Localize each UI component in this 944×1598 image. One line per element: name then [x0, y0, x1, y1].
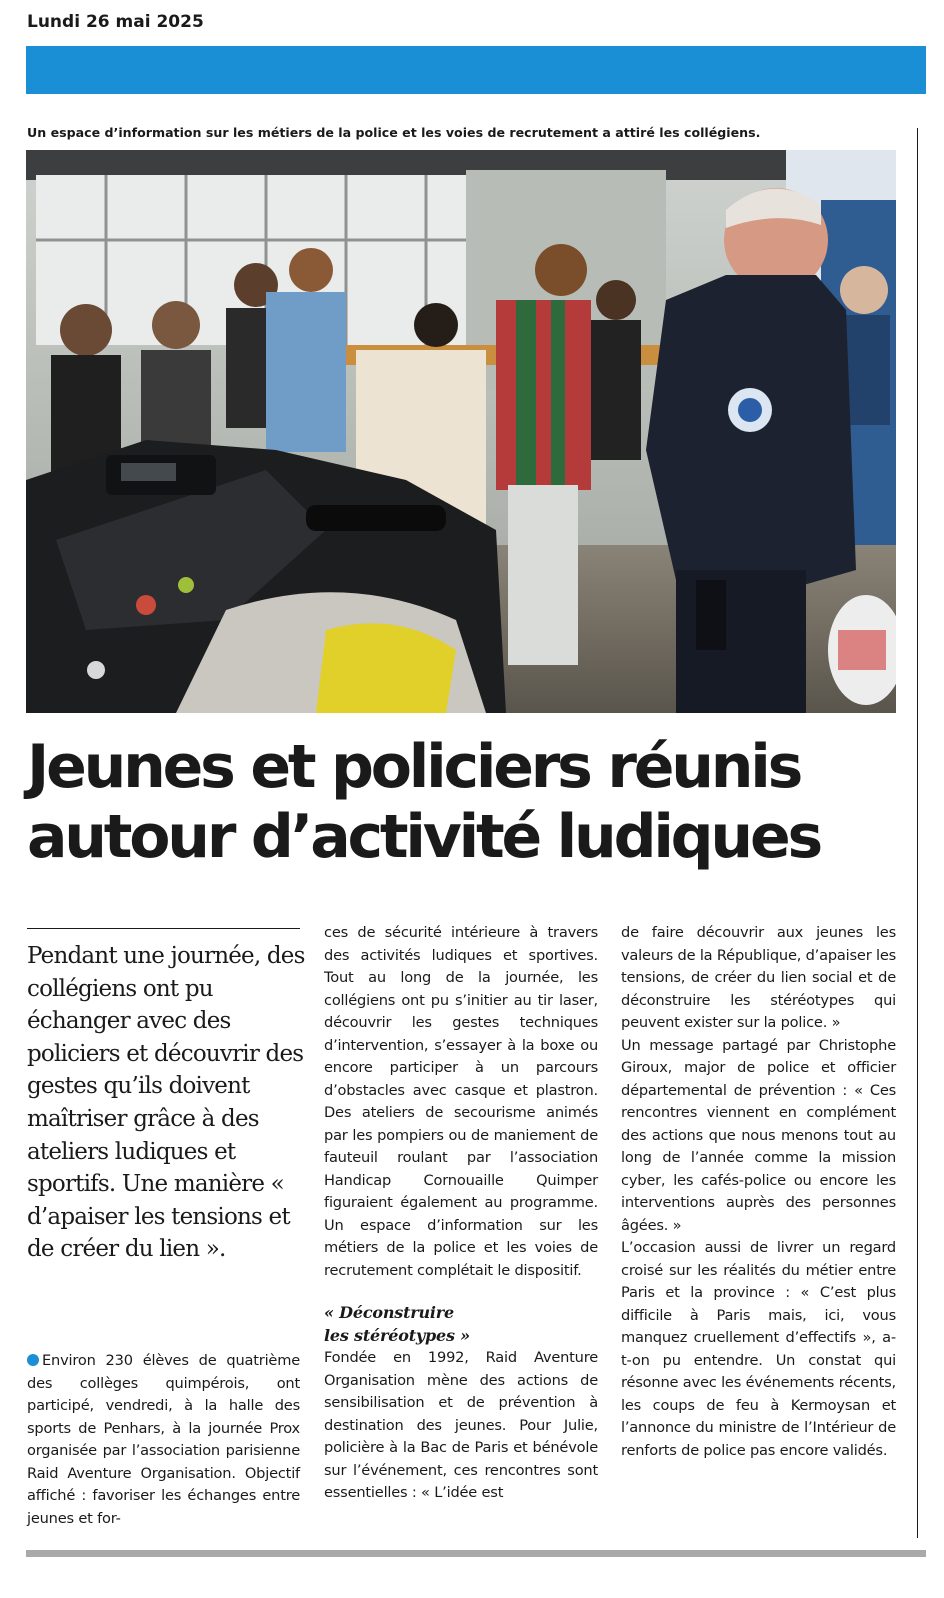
- column-2-text-b: Fondée en 1992, Raid Aventure Organisation mène des actions de sensibilisation et de prévention à destination des jeunes. Pour Julie, policière à la Bac de Paris et bénévole sur l’événement, ces rencontres sont essentielles : « L’idée est: [324, 1349, 598, 1501]
- header-band: [26, 46, 926, 94]
- photo-collegiens-policier-moto-icon: [26, 150, 896, 713]
- article-column-2: [324, 922, 598, 1505]
- column-divider: [917, 128, 918, 1538]
- headline-line-2: autour d’activité ludiques: [27, 802, 820, 872]
- article-photo: [26, 150, 896, 713]
- column-1-text: Environ 230 élèves de quatrième des collèges quimpérois, ont participé, vendredi, à la halle des sports de Penhars, à la journée Prox organisée par l’association parisienne Raid Aventure Organisation. Objectif affiché : favoriser les échanges entre jeunes et for-: [27, 1352, 300, 1527]
- page-date: Lundi 26 mai 2025: [27, 12, 204, 32]
- column-2-text: ces de sécurité intérieure à travers des activités ludiques et sportives. Tout au long de la journée, les collégiens ont pu s’initier au tir laser, découvrir les gestes techniques d’intervention, s’essayer à la boxe ou encore participer à un parcours d’obstacles avec casque et plastron. Des ateliers de secourisme animés par les pompiers ou de maniement de fauteuil roulant par l’association Handicap Cornouaille Quimper figuraient également au programme. Un espace d’information sur les métiers de la police et les voies de recrutement complétait le dispositif.: [324, 924, 598, 1279]
- article-column-3: [621, 922, 896, 1462]
- headline-line-1: Jeunes et policiers réunis: [27, 732, 801, 802]
- lead-rule: [27, 928, 300, 929]
- bullet-dot-icon: [27, 1354, 39, 1366]
- subhead-line-2: les stéréotypes »: [324, 1325, 470, 1345]
- article-subhead: [324, 1302, 598, 1347]
- column-3-paragraph-1: de faire découvrir aux jeunes les valeurs de la République, d’apaiser les tensions, de créer du lien social et de déconstruire les stéréotypes qui peuvent exister sur la police. »: [621, 924, 896, 1031]
- bottom-rule: [26, 1550, 926, 1557]
- column-3-paragraph-2: Un message partagé par Christophe Giroux, major de police et officier départemental de prévention : « Ces rencontres viennent en complément des actions que nous menons tout au long de l’année comme la mission cyber, les cafés-police ou encore les interventions auprès des personnes âgées. »: [621, 1036, 896, 1234]
- column-3-paragraph-3: L’occasion aussi de livrer un regard croisé sur les réalités du métier entre Paris et la province : « C’est plus difficile à Paris mais, ici, vous manquez cruellement d’effectifs », a-t-on pu entendre. Un constat qui résonne avec les événements récents, les coups de feu à Kermoysan et l’annonce du ministre de l’Intérieur de renforts de police pas encore validés.: [621, 1239, 896, 1459]
- article-lead: Pendant une journée, des collégiens ont pu échanger avec des policiers et découvrir des gestes qu’ils doivent maîtriser grâce à des ateliers ludiques et sportifs. Une manière « d’apaiser les tensions et de créer du lien ».: [27, 943, 305, 1263]
- article-headline: [27, 732, 907, 872]
- subhead-line-1: « Déconstruire: [324, 1303, 455, 1322]
- photo-caption: Un espace d’information sur les métiers de la police et les voies de recrutement a attiré les collégiens.: [27, 125, 761, 140]
- article-column-1: [27, 1350, 300, 1530]
